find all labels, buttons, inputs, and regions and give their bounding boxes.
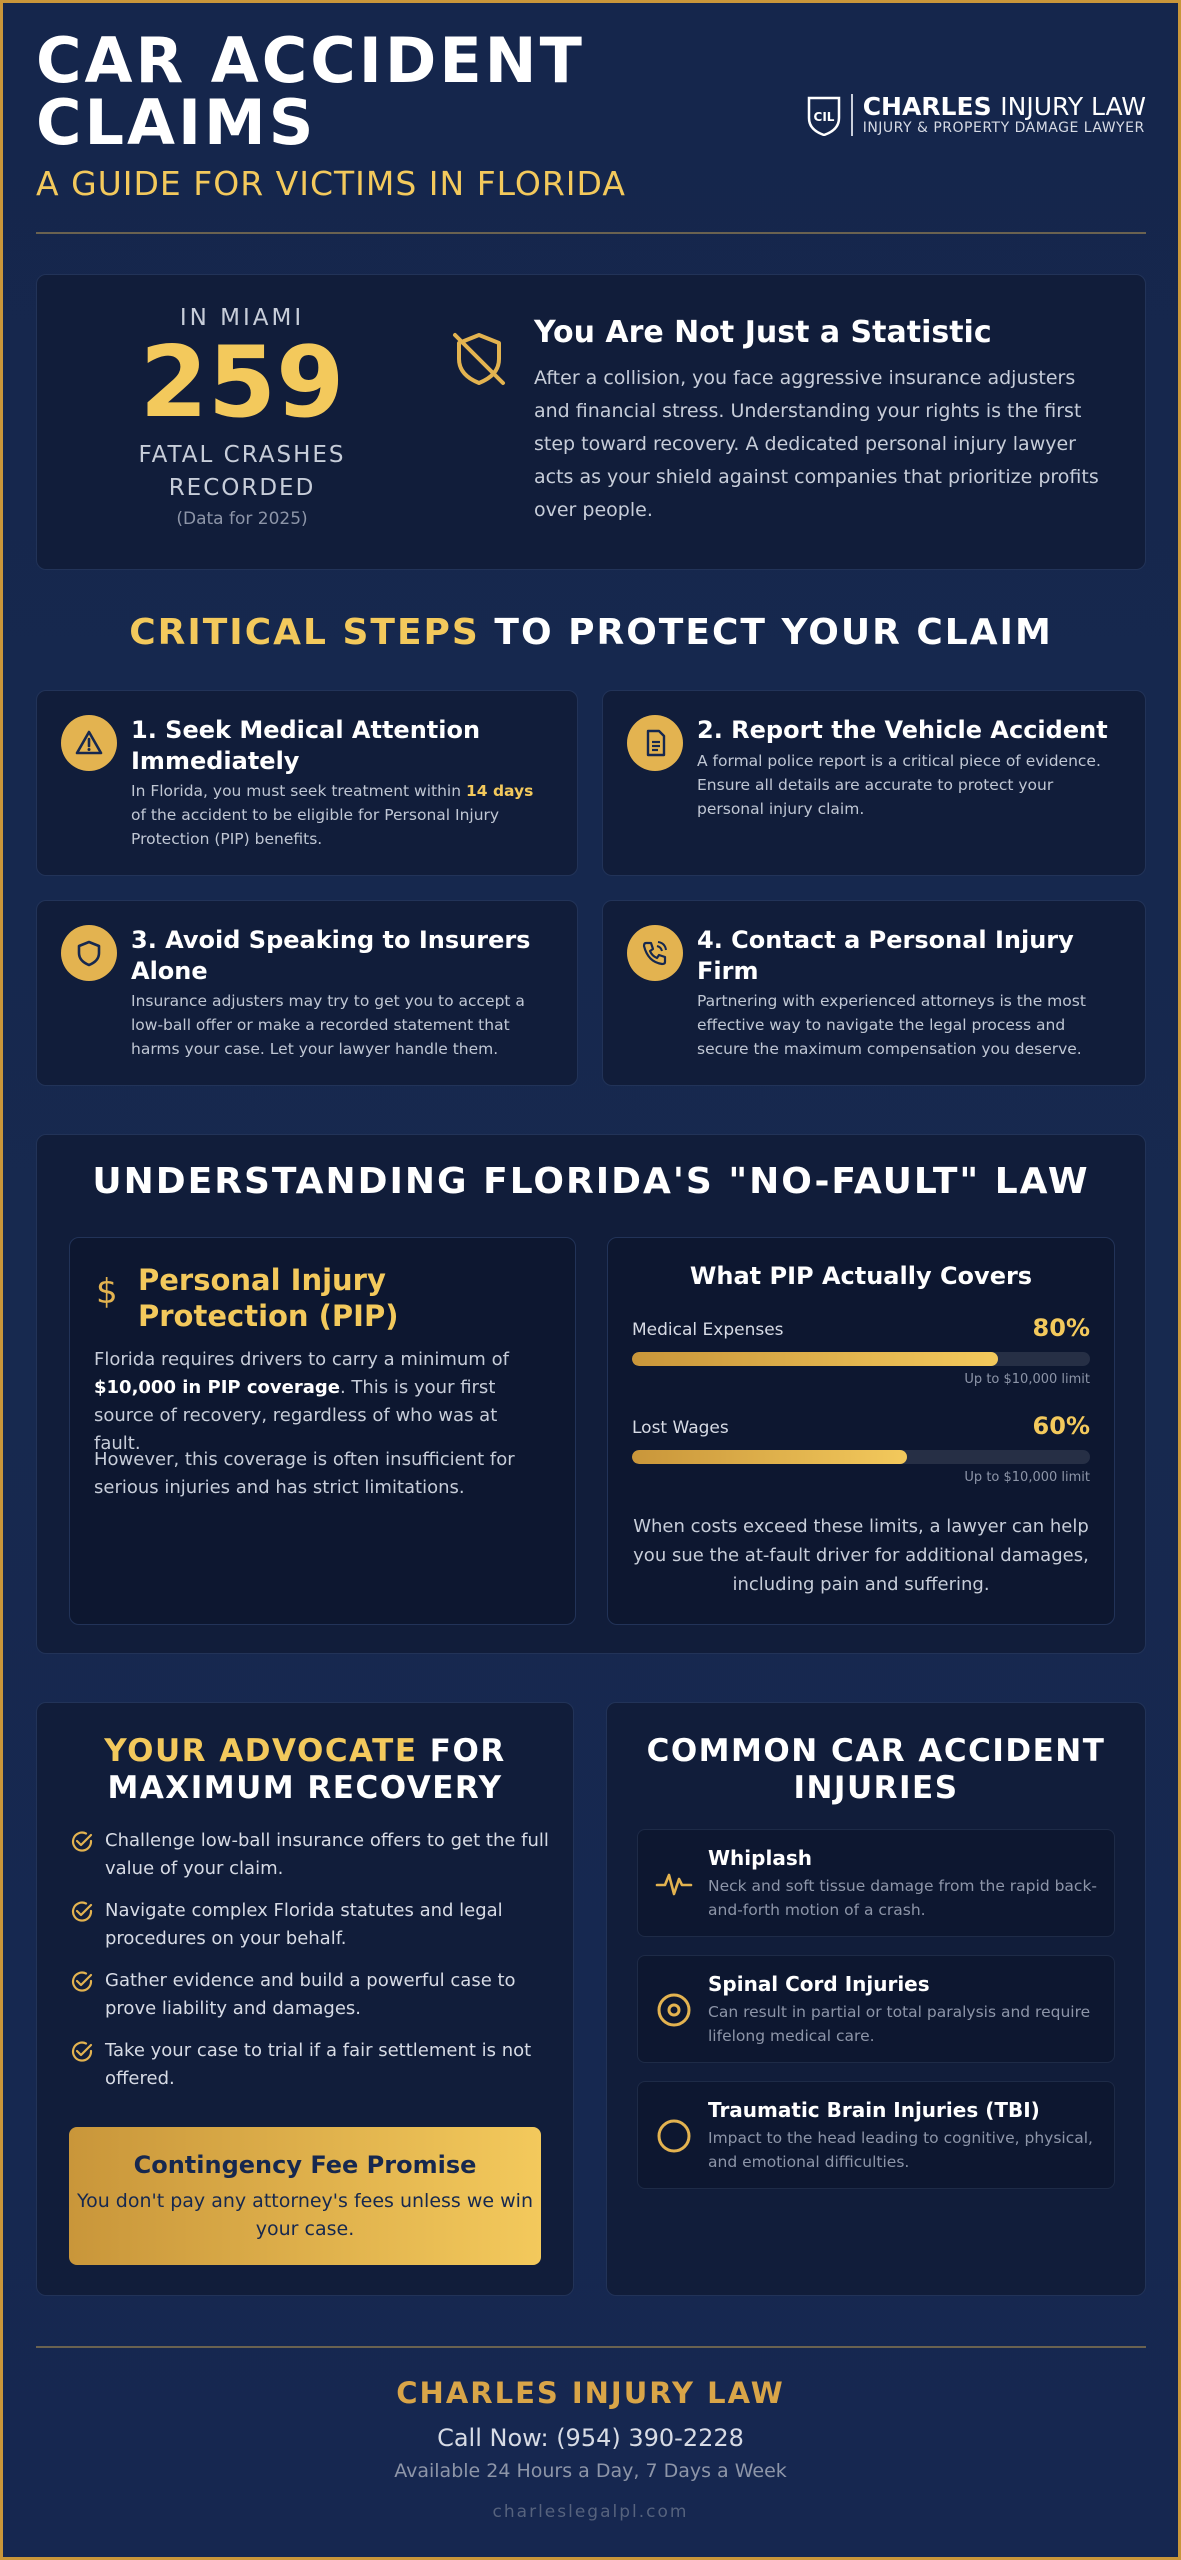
injury-title: Spinal Cord Injuries: [708, 1972, 930, 1996]
stat-body: After a collision, you face aggressive insurance adjusters and financial stress. Understanding your rights is the first step toward recovery. A dedicated personal injury lawyer acts as your shield against companies that prioritize profits over people.: [534, 367, 1099, 521]
target-icon: [654, 1990, 694, 2030]
progress-fill: [632, 1450, 907, 1464]
pip-card: [69, 1237, 576, 1625]
statistic-card: [36, 274, 1146, 570]
injury-title: Whiplash: [708, 1846, 812, 1870]
injury-title: Traumatic Brain Injuries (TBI): [708, 2098, 1040, 2122]
footer-phone[interactable]: Call Now: (954) 390-2228: [437, 2424, 744, 2452]
divider: [36, 232, 1146, 234]
step-card-3: [36, 900, 578, 1086]
stat-number: 259: [139, 326, 345, 440]
step-title: 2. Report the Vehicle Accident: [697, 716, 1108, 744]
coverage-card: [607, 1237, 1115, 1625]
step-card-4: [602, 900, 1146, 1086]
advocate-item: Take your case to trial if a fair settlement is not offered.: [69, 2037, 549, 2093]
bar-note: Up to $10,000 limit: [964, 1372, 1090, 1387]
injuries-heading: COMMON CAR ACCIDENT INJURIES: [646, 1733, 1106, 1806]
stat-label: FATAL CRASHES RECORDED: [138, 442, 346, 501]
warning-icon: [61, 715, 117, 771]
logo-divider: [851, 94, 853, 136]
progress-fill: [632, 1352, 998, 1366]
pip-paragraph: Florida requires drivers to carry a minimum of $10,000 in PIP coverage. This is your first source of recovery, regardless of who was at fault.: [94, 1349, 509, 1454]
injury-body: Impact to the head leading to cognitive, physical, and emotional difficulties.: [708, 2129, 1093, 2171]
circle-icon: [654, 2116, 694, 2156]
injuries-card: [606, 1702, 1146, 2296]
no-fault-section: [36, 1134, 1146, 1654]
injury-body: Can result in partial or total paralysis and require lifelong medical care.: [708, 2003, 1091, 2045]
step-body: In Florida, you must seek treatment within 14 days of the accident to be eligible for Personal Injury Protection (PIP) benefits.: [131, 782, 534, 848]
footer-divider: [36, 2346, 1146, 2348]
footer-firm: CHARLES INJURY LAW: [396, 2376, 785, 2410]
pulse-icon: [654, 1864, 694, 1904]
bar-percent: 80%: [1032, 1314, 1090, 1342]
footer-hours: Available 24 Hours a Day, 7 Days a Week: [394, 2460, 787, 2482]
no-fault-heading: UNDERSTANDING FLORIDA'S "NO-FAULT" LAW: [92, 1161, 1090, 1202]
page-title: CAR ACCIDENT CLAIMS: [36, 24, 585, 159]
stat-location: IN MIAMI: [179, 305, 305, 331]
advocate-item: Challenge low-ball insurance offers to get the full value of your claim.: [69, 1827, 549, 1883]
check-circle-icon: [69, 1899, 95, 1925]
logo-shield-icon: [807, 94, 841, 136]
promise-body: You don't pay any attorney's fees unless we win your case.: [77, 2190, 533, 2240]
pip-paragraph: However, this coverage is often insufficient for serious injuries and has strict limitations.: [94, 1449, 515, 1498]
dollar-icon: $: [96, 1272, 118, 1312]
bar-percent: 60%: [1032, 1412, 1090, 1440]
step-body: Partnering with experienced attorneys is the most effective way to navigate the legal process and secure the maximum compensation you deserve.: [697, 992, 1086, 1058]
step-card-2: [602, 690, 1146, 876]
step-title: 3. Avoid Speaking to Insurers Alone: [131, 926, 531, 985]
progress-bar: [632, 1450, 1090, 1464]
injury-item: [637, 2081, 1115, 2189]
advocate-card: [36, 1702, 574, 2296]
injury-body: Neck and soft tissue damage from the rapid back-and-forth motion of a crash.: [708, 1877, 1098, 1919]
step-title: 4. Contact a Personal Injury Firm: [697, 926, 1074, 985]
firm-logo: [807, 94, 1146, 136]
steps-heading: CRITICAL STEPS TO PROTECT YOUR CLAIM: [129, 612, 1053, 653]
bar-label: Medical Expenses: [632, 1320, 784, 1340]
document-icon: [627, 715, 683, 771]
advocate-heading: YOUR ADVOCATE FOR MAXIMUM RECOVERY: [104, 1733, 506, 1806]
phone-call-icon: [627, 925, 683, 981]
shield-icon: [61, 925, 117, 981]
contingency-promise: [69, 2127, 541, 2265]
stat-description: [534, 315, 1114, 527]
stat-heading: You Are Not Just a Statistic: [534, 315, 992, 350]
progress-bar: [632, 1352, 1090, 1366]
header: [36, 24, 1146, 203]
advocate-item: Navigate complex Florida statutes and legal procedures on your behalf.: [69, 1897, 549, 1953]
check-circle-icon: [69, 1829, 95, 1855]
shield-off-icon: [447, 327, 511, 391]
bar-label: Lost Wages: [632, 1418, 729, 1438]
injury-item: [637, 1955, 1115, 2063]
step-body: Insurance adjusters may try to get you to accept a low-ball offer or make a recorded statement that harms your case. Let your lawyer handle them.: [131, 992, 525, 1058]
check-circle-icon: [69, 2039, 95, 2065]
bar-note: Up to $10,000 limit: [964, 1470, 1090, 1485]
step-card-1: [36, 690, 578, 876]
promise-title: Contingency Fee Promise: [133, 2151, 477, 2179]
coverage-heading: What PIP Actually Covers: [689, 1262, 1033, 1290]
check-circle-icon: [69, 1969, 95, 1995]
step-title: 1. Seek Medical Attention Immediately: [131, 716, 481, 775]
svg-text:CIL: CIL: [813, 110, 835, 124]
stat-block: [37, 275, 447, 569]
coverage-footer: When costs exceed these limits, a lawyer can help you sue the at-fault driver for additional damages, including pain and suffering.: [633, 1516, 1089, 1595]
logo-tagline: INJURY & PROPERTY DAMAGE LAWYER: [862, 120, 1145, 136]
advocate-item: Gather evidence and build a powerful case to prove liability and damages.: [69, 1967, 549, 2023]
stat-note: (Data for 2025): [176, 509, 308, 529]
step-body: A formal police report is a critical piece of evidence. Ensure all details are accurate to protect your personal injury claim.: [697, 752, 1101, 818]
logo-name: CHARLES INJURY LAW: [862, 92, 1146, 121]
pip-title: Personal Injury Protection (PIP): [138, 1263, 399, 1333]
page-subtitle: A GUIDE FOR VICTIMS IN FLORIDA: [36, 164, 626, 203]
injury-item: [637, 1829, 1115, 1937]
footer-website[interactable]: charleslegalpl.com: [492, 2502, 689, 2522]
